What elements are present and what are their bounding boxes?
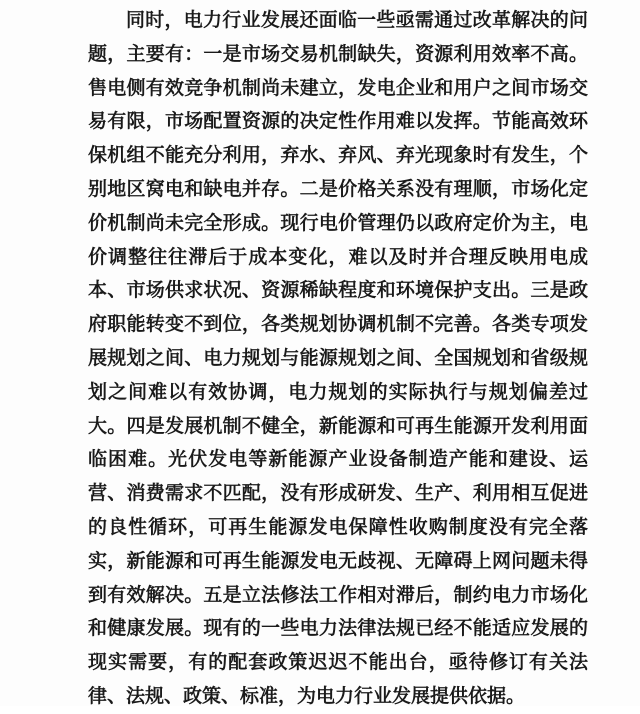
paragraph-line: 的良性循环，可再生能源发电保障性收购制度没有完全落 — [88, 515, 588, 538]
paragraph-line: 同时，电力行业发展还面临一些亟需通过改革解决的问 — [126, 9, 588, 31]
paragraph-line: 营、消费需求不匹配，没有形成研发、生产、利用相互促进 — [88, 482, 588, 505]
paragraph-line: 价机制尚未完全形成。现行电价管理仍以政府定价为主，电 — [88, 211, 588, 234]
paragraph — [88, 4, 588, 714]
paragraph-line: 府职能转变不到位，各类规划协调机制不完善。各类专项发 — [88, 313, 588, 336]
paragraph-line: 保机组不能充分利用，弃水、弃风、弃光现象时有发生，个 — [88, 144, 588, 167]
paragraph-line: 到有效解决。五是立法修法工作相对滞后，制约电力市场化 — [88, 583, 588, 606]
paragraph-line: 本、市场供求状况、资源稀缺程度和环境保护支出。三是政 — [88, 279, 588, 302]
paragraph-line: 题，主要有：一是市场交易机制缺失，资源利用效率不高。 — [88, 42, 588, 65]
paragraph-line: 别地区窝电和缺电并存。二是价格关系没有理顺，市场化定 — [88, 177, 588, 200]
paragraph-line: 实，新能源和可再生能源发电无歧视、无障碍上网问题未得 — [88, 549, 588, 572]
paragraph-line: 临困难。光伏发电等新能源产业设备制造产能和建设、运 — [88, 448, 588, 471]
paragraph-line: 展规划之间、电力规划与能源规划之间、全国规划和省级规 — [88, 346, 588, 369]
paragraph-line: 价调整往往滞后于成本变化，难以及时并合理反映用电成 — [88, 245, 588, 268]
paragraph-line: 易有限，市场配置资源的决定性作用难以发挥。节能高效环 — [88, 110, 588, 133]
paragraph-line: 划之间难以有效协调，电力规划的实际执行与规划偏差过 — [88, 380, 588, 403]
paragraph-line: 律、法规、政策、标准，为电力行业发展提供依据。 — [88, 684, 526, 707]
paragraph-line: 和健康发展。现有的一些电力法律法规已经不能适应发展的 — [88, 617, 588, 640]
paragraph-line: 售电侧有效竞争机制尚未建立，发电企业和用户之间市场交 — [88, 76, 588, 99]
paragraph-line: 现实需要，有的配套政策迟迟不能出台，亟待修订有关法 — [88, 651, 588, 674]
paragraph-line: 大。四是发展机制不健全，新能源和可再生能源开发利用面 — [88, 414, 588, 437]
